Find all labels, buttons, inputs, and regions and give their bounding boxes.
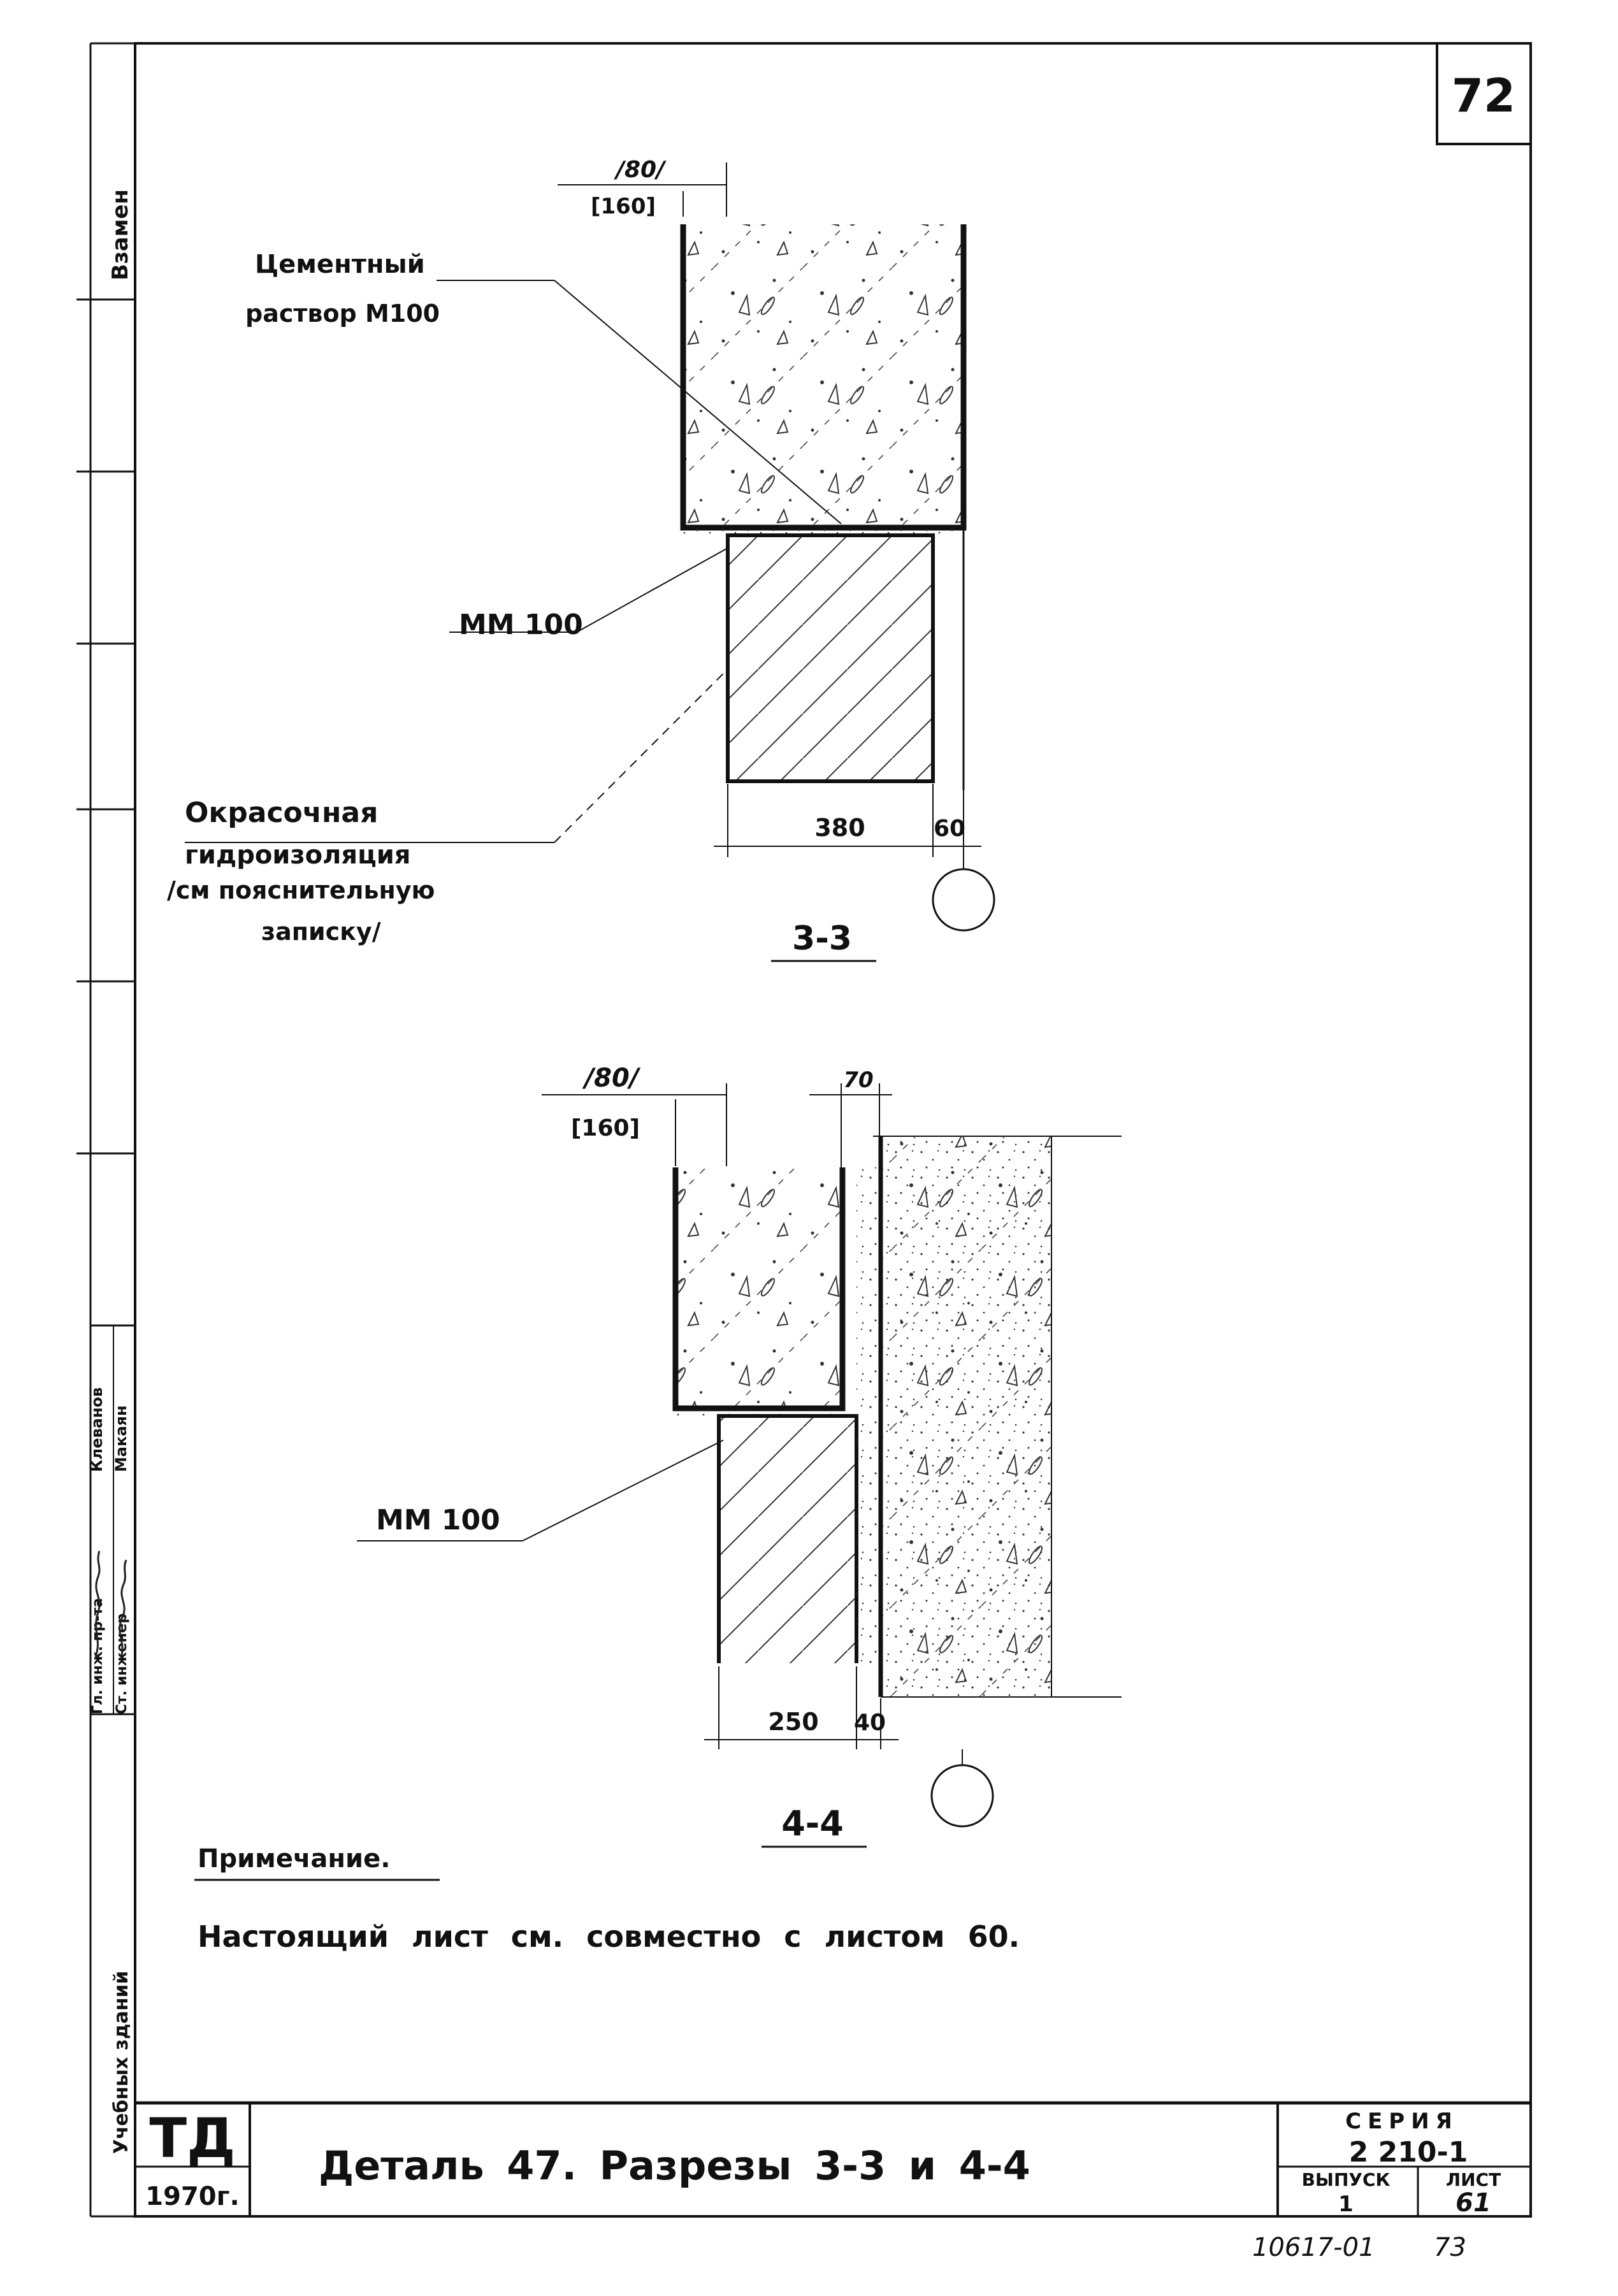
brick-label-33: ММ 100 <box>459 609 583 641</box>
section-label-33: 3-3 <box>792 920 852 958</box>
logo-td: ТД <box>149 2107 236 2170</box>
sheet-number-box <box>1437 43 1531 144</box>
side-column <box>88 189 133 2154</box>
drawing-title: Деталь 47. Разрезы 3-3 и 4-4 <box>319 2142 1030 2189</box>
dim-33-gap: 60 <box>933 816 966 842</box>
issue-value: 1 <box>1338 2191 1354 2217</box>
title-block <box>135 2103 1531 2218</box>
dim-44-top-gap: 70 <box>843 1067 874 1093</box>
issue-label: ВЫПУСК <box>1301 2169 1390 2190</box>
name-engineer: Макаян <box>112 1405 130 1472</box>
section-label-44: 4-4 <box>781 1803 844 1844</box>
concrete-block-44 <box>675 1167 842 1408</box>
brick-33 <box>728 535 933 781</box>
gap-fill-44 <box>856 1167 879 1664</box>
name-chief: Клеванов <box>88 1387 106 1472</box>
note <box>194 1844 1020 1954</box>
dim-44-gap: 40 <box>853 1710 886 1736</box>
dim-33-top-a: /80/ <box>616 157 665 183</box>
archive-stamp <box>1252 2233 1466 2262</box>
replace-label: Взамен <box>108 189 133 280</box>
sheet-value: 61 <box>1455 2188 1491 2218</box>
dim-33-width: 380 <box>814 814 865 842</box>
paint-label-33-4: записку/ <box>261 918 381 946</box>
building-type: Учебных зданий <box>110 1970 133 2154</box>
dim-33-top-b: [160] <box>590 194 656 219</box>
mortar-label-33-2: раствор М100 <box>245 300 440 328</box>
stamp-number: 10617-01 <box>1252 2233 1375 2262</box>
sheet-label: ЛИСТ <box>1445 2169 1501 2190</box>
paint-label-33-1: Окрасочная <box>185 797 379 829</box>
section-4-4 <box>357 1064 1122 1847</box>
paint-label-33-2: гидроизоляция <box>185 841 411 870</box>
dim-44-top-b: [160] <box>570 1115 640 1141</box>
dim-44-top-a: /80/ <box>584 1064 639 1093</box>
role-chief: Гл. инж. пр-та <box>90 1598 106 1714</box>
series-value: 2 210-1 <box>1348 2136 1468 2169</box>
section-3-3 <box>167 157 994 961</box>
paint-label-33-3: /см пояснительную <box>167 876 435 904</box>
stamp-page: 73 <box>1434 2233 1466 2262</box>
series-label: СЕРИЯ <box>1345 2109 1459 2134</box>
brick-44 <box>719 1416 856 1663</box>
brick-label-44: ММ 100 <box>376 1504 500 1536</box>
note-text: Настоящий лист см. совместно с листом 60. <box>198 1919 1020 1954</box>
mortar-label-33-1: Цементный <box>255 250 425 279</box>
role-engineer: Ст. инженер <box>114 1613 130 1714</box>
dim-44-width: 250 <box>768 1708 819 1736</box>
axis-marker-44 <box>932 1765 993 1826</box>
sheet-number: 72 <box>1451 69 1516 122</box>
axis-marker-33 <box>933 869 994 930</box>
note-heading: Примечание. <box>198 1844 391 1874</box>
year: 1970г. <box>145 2182 240 2211</box>
concrete-block-33 <box>683 224 964 528</box>
